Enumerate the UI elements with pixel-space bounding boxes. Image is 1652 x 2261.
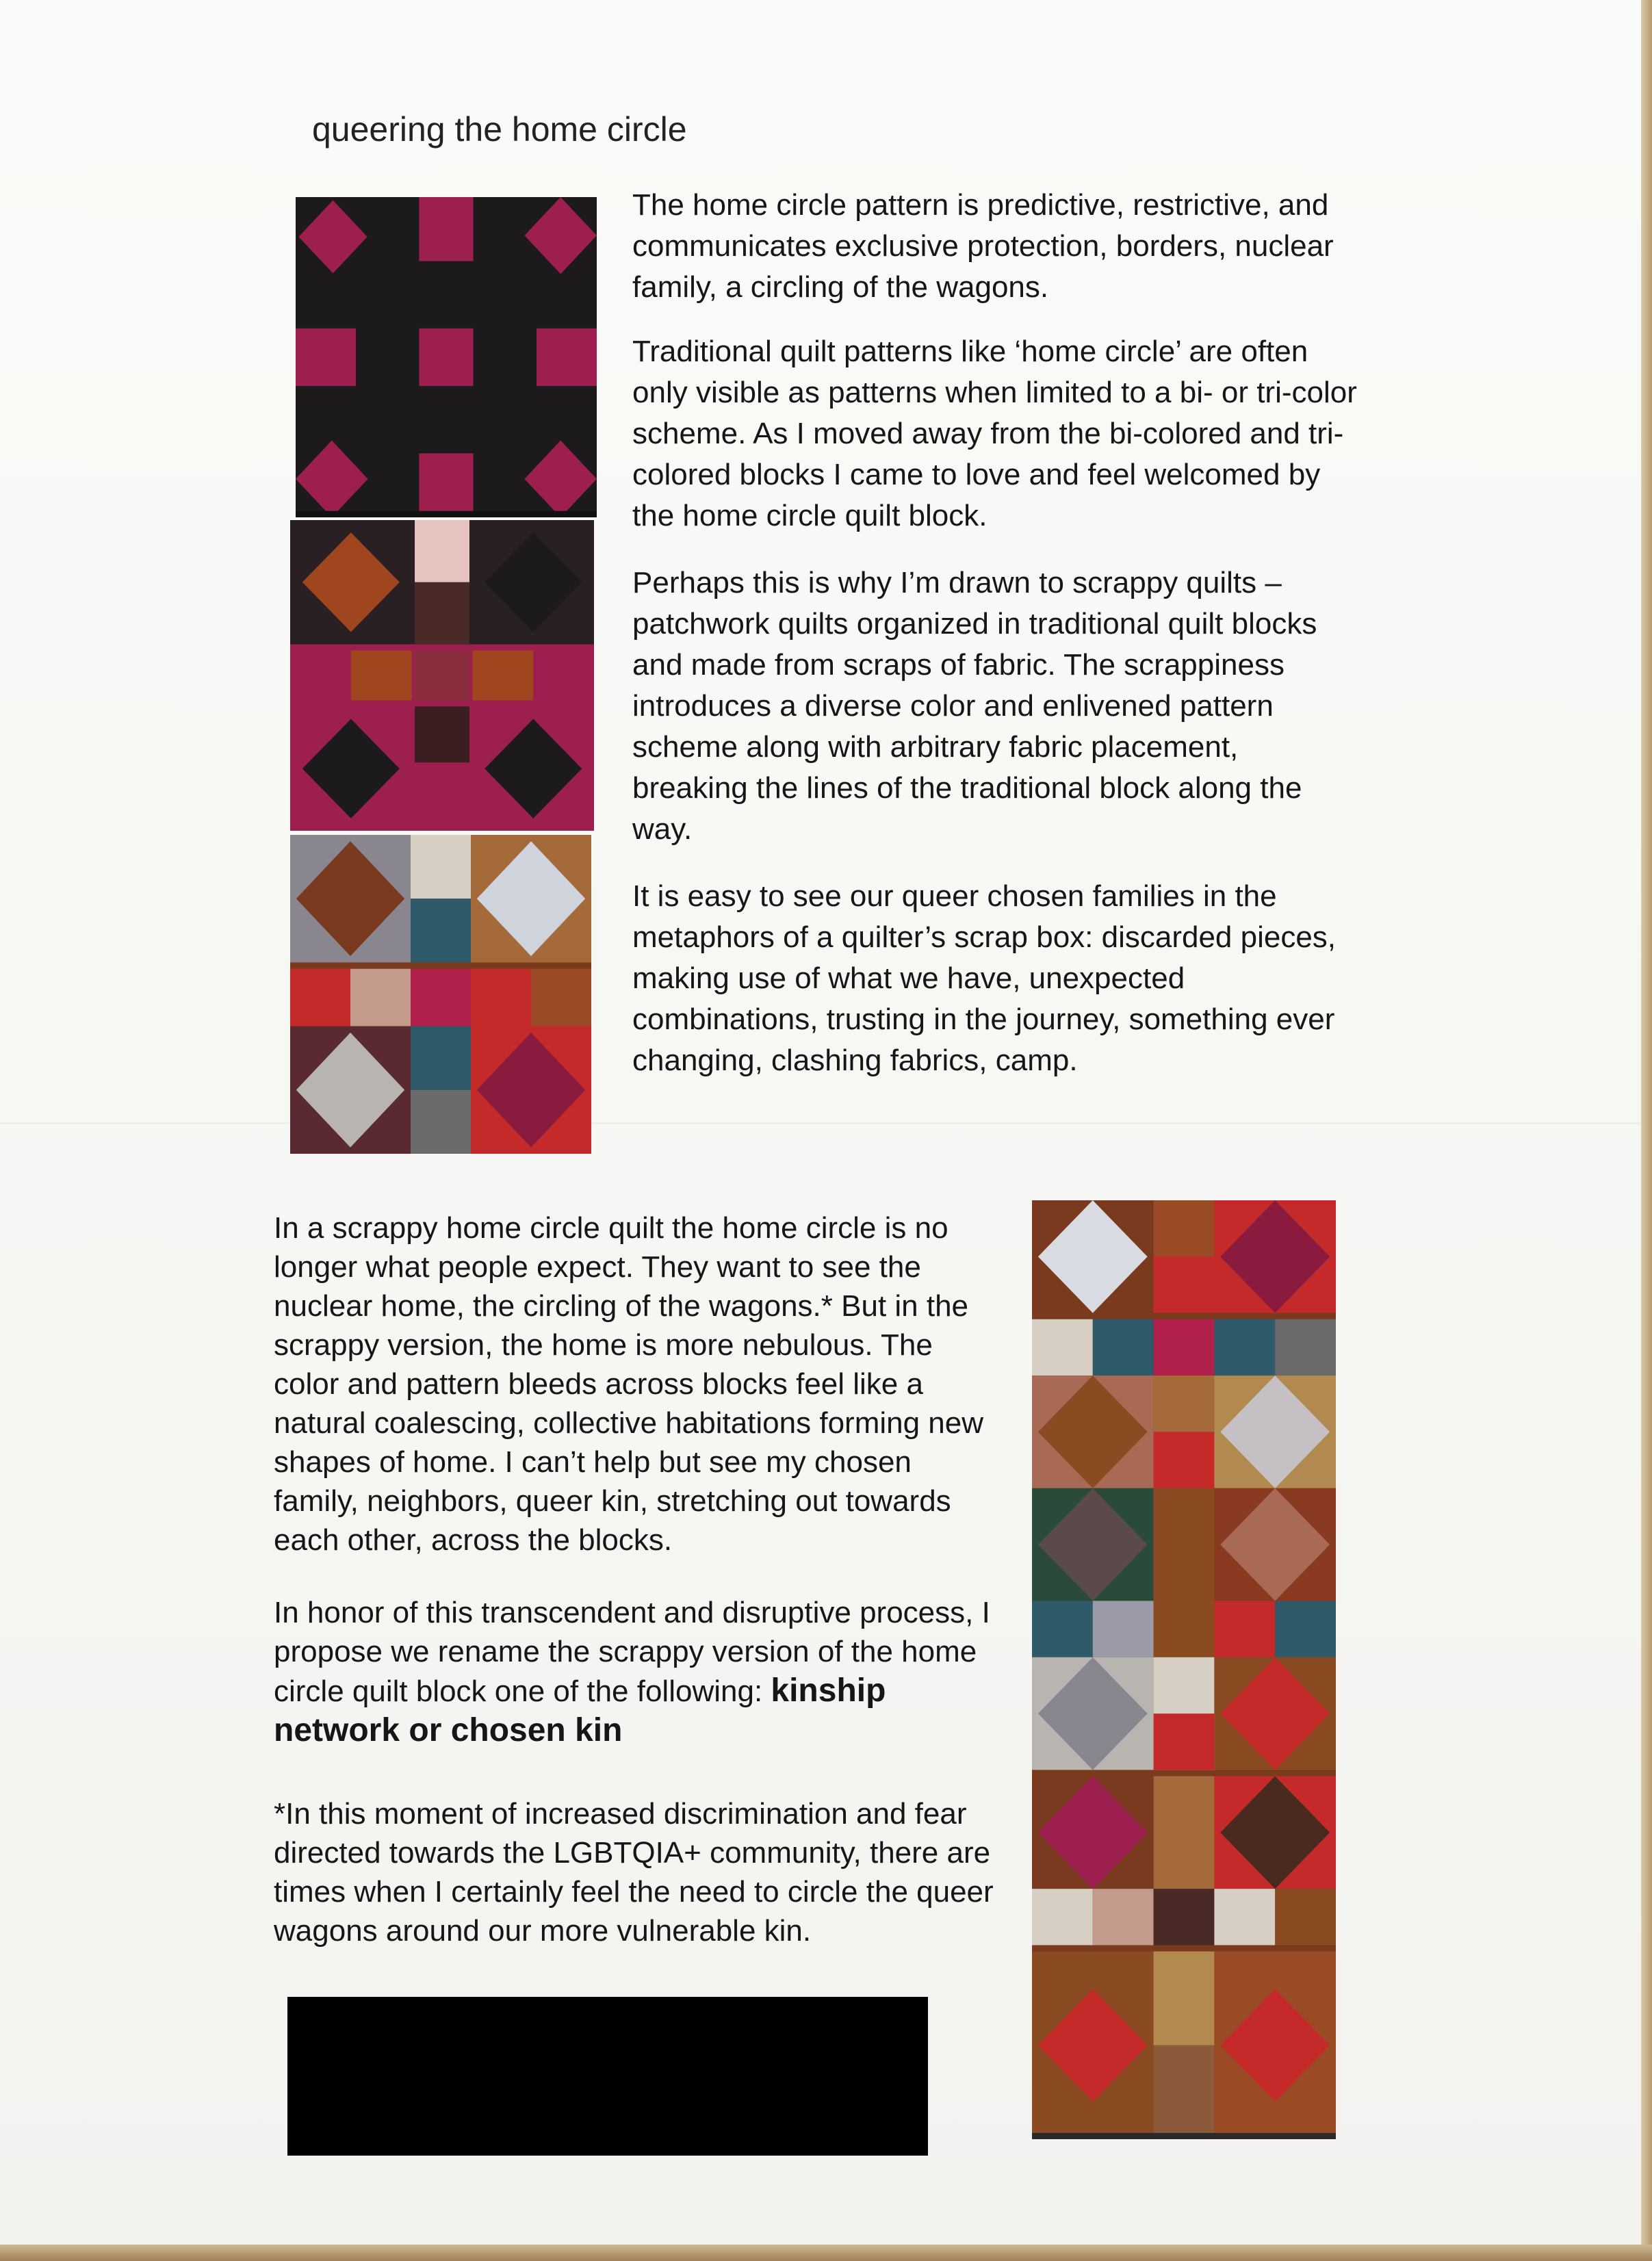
traditional-patterns-section xyxy=(632,331,1358,537)
intro-paragraph xyxy=(632,185,1358,308)
paper-fold-line xyxy=(0,1122,1641,1124)
paragraph-rename-proposal xyxy=(274,1593,999,1750)
scrappy-home-circle-section xyxy=(274,1209,999,1560)
table-edge-bottom xyxy=(0,2245,1652,2261)
rename-proposal-section xyxy=(274,1593,999,1750)
paragraph-scrappy-quilts: Perhaps this is why I’m drawn to scrappy quilts – patchwork quilts organized in traditional quilt blocks and made from scraps of fabric. The scrappiness introduces a diverse color and enlivened pattern scheme along with arbitrary fabric placement, breaking the lines of the traditional block along the way. xyxy=(632,566,1317,846)
page-title: queering the home circle xyxy=(312,110,687,148)
paragraph-home-circle-pattern: The home circle pattern is predictive, restrictive, and communicates exclusive protection, borders, nuclear family, a circling of the wagons. xyxy=(632,188,1334,304)
table-edge-right xyxy=(1641,0,1652,2261)
redaction-box xyxy=(287,1997,928,2156)
quilt-block-bicolor-image xyxy=(296,197,597,517)
footnote-section xyxy=(274,1794,999,1950)
quilt-block-scrappy-image xyxy=(290,835,591,1154)
paragraph-footnote: *In this moment of increased discrimination and fear directed towards the LGBTQIA+ community, there are times when I certainly feel the need to circle the queer wagons around our more vulnerable kin. xyxy=(274,1797,994,1948)
scrap-box-section xyxy=(632,876,1358,1081)
proposed-names: kinship network or chosen kin xyxy=(274,1672,886,1748)
paragraph-scrap-box: It is easy to see our queer chosen families in the metaphors of a quilter’s scrap box: discarded pieces, making use of what we have, unexpected combinations, trusting in the journey, something ever changing, clashing fabrics, camp. xyxy=(632,879,1337,1077)
rename-proposal-text: In honor of this transcendent and disruptive process, I propose we rename the scrappy version of the home circle quilt block one of the following: xyxy=(274,1596,990,1708)
scrappy-quilt-strip-image xyxy=(1032,1200,1336,2139)
quilt-block-tricolor-image xyxy=(290,520,594,831)
paragraph-scrappy-home-circle: In a scrappy home circle quilt the home circle is no longer what people expect. They want to see the nuclear home, the circling of the wagons.* But in the scrappy version, the home is more nebulous. The color and pattern bleeds across blocks feel like a natural coalescing, collective habitations forming new shapes of home. I can’t help but see my chosen family, neighbors, queer kin, stretching out towards each other, across the blocks. xyxy=(274,1211,984,1557)
paragraph-traditional-patterns: Traditional quilt patterns like ‘home circle’ are often only visible as patterns when limited to a bi- or tri-color scheme. As I moved away from the bi-colored and tri-colored blocks I came to love and feel welcomed by the home circle quilt block. xyxy=(632,335,1357,532)
scrappy-quilts-section xyxy=(632,563,1358,850)
